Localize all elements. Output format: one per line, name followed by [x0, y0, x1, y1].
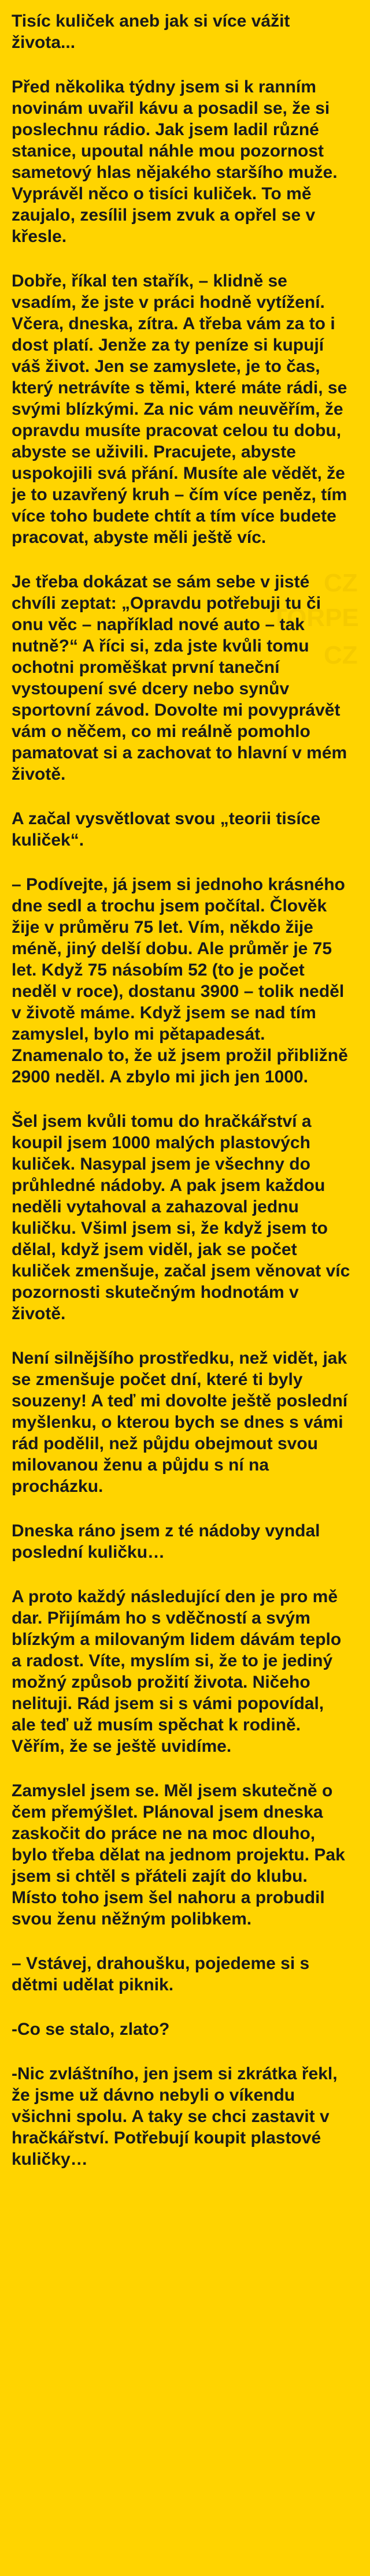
paragraph: -Nic zvláštního, jen jsem si zkrátka řekl, že jsme už dávno nebyli o víkendu všichni spolu. A taky se chci zastavit v hračkářství. Potřebují koupit plastové kuličky… [12, 2064, 338, 2169]
watermark: CZ [324, 569, 358, 597]
paragraph: – Vstávej, drahoušku, pojedeme si s dětmi udělat piknik. [12, 1954, 310, 1994]
paragraph: Dobře, říkal ten stařík, – klidně se vsadím, že jste v práci hodně vytížení. Včera, dneska, zítra. A třeba vám za to i dost platí. Jenže za ty peníze si kupují váš život. Jen se zamyslete, je to čas, který netrávíte s těmi, které máte rádi, se svými blízkými. Za nic vám neuvěřím, že opravdu musíte pracovat celou tu dobu, abyste se uživili. Pracujete, abyste uspokojili svá přání. Musíte ale vědět, že je to uzavřený kruh – čím více peněz, tím více toho budete chtít a tím více budete pracovat, abyste měli ještě víc. [12, 271, 347, 547]
paragraph: Šel jsem kvůli tomu do hračkářství a koupil jsem 1000 malých plastových kuliček. Nasypal jsem je všechny do průhledné nádoby. A pak jsem každou neděli vytahoval a zahazoval jednu kuličku. Všiml jsem si, že když jsem to dělal, když jsem viděl, jak se počet kuliček zmenšuje, začal jsem věnovat víc pozornosti skutečným hodnotám v životě. [12, 1112, 350, 1323]
paragraph: – Podívejte, já jsem si jednoho krásného dne sedl a trochu jsem počítal. Člověk žije v průměru 75 let. Vím, někdo žije méně, jiný delší dobu. Ale průměr je 75 let. Když 75 násobím 52 (to je počet neděl v roce), dostanu 3900 – tolik neděl v životě máme. Když jsem se nad tím zamyslel, bylo mi pětapadesát. Znamenalo to, že už jsem prožil přibližně 2900 neděl. A zbylo mi jich jen 1000. [12, 875, 348, 1086]
paragraph: -Co se stalo, zlato? [12, 2020, 170, 2039]
article-title: Tisíc kuliček aneb jak si více vážit života... [12, 12, 290, 52]
paragraph: A začal vysvětlovat svou „teorii tisíce kuliček“. [12, 809, 321, 850]
paragraph: Je třeba dokázat se sám sebe v jisté chvíli zeptat: „Opravdu potřebuji tu či onu věc – například nové auto – tak nutně?“ A říci si, zda jste kvůli tomu ochotni proměškat první taneční vystoupení své dcery nebo synův sportovní závod. Dovolte mi povyprávět vám o něčem, co mi reálně pomohlo pamatovat si a zachovat to hlavní v mém životě. [12, 572, 347, 784]
paragraph: Před několika týdny jsem si k ranním novinám uvařil kávu a posadil se, že si poslechnu rádio. Jak jsem ladil různé stanice, upoutal náhle mou pozornost sametový hlas nějakého staršího muže. Vyprávěl něco o tisíci kuliček. To mě zaujalo, zesílil jsem zvuk a opřel se v křesle. [12, 77, 338, 246]
watermark: CZ [324, 641, 358, 669]
paragraph: Není silnějšího prostředku, než vidět, jak se zmenšuje počet dní, které ti byly souzeny! A teď mi dovolte ještě poslední myšlenku, o kterou bych se dnes s vámi rád podělil, než půjdu obejmout svou milovanou ženu a půjdu s ní na procházku. [12, 1349, 348, 1496]
paragraph: A proto každý následující den je pro mě dar. Přijímám ho s vděčností a svým blízkým a milovaným lidem dávám teplo a radost. Víte, myslím si, že to je jediný možný způsob prožití života. Ničeho nelituji. Rád jsem si s vámi popovídal, ale teď už musím spěchat k rodině. Věřím, že se ještě uvidíme. [12, 1587, 342, 1756]
paragraph: Zamyslel jsem se. Měl jsem skutečně o čem přemýšlet. Plánoval jsem dneska zaskočit do práce ne na moc dlouho, bylo třeba dělat na jednom projektu. Pak jsem si chtěl s přáteli zajít do klubu. Místo toho jsem šel nahoru a probudil svou ženu něžným polibkem. [12, 1781, 345, 1929]
watermark: TORPE [272, 604, 359, 632]
paragraph: Dneska ráno jsem z té nádoby vyndal poslední kuličku… [12, 1521, 320, 1562]
